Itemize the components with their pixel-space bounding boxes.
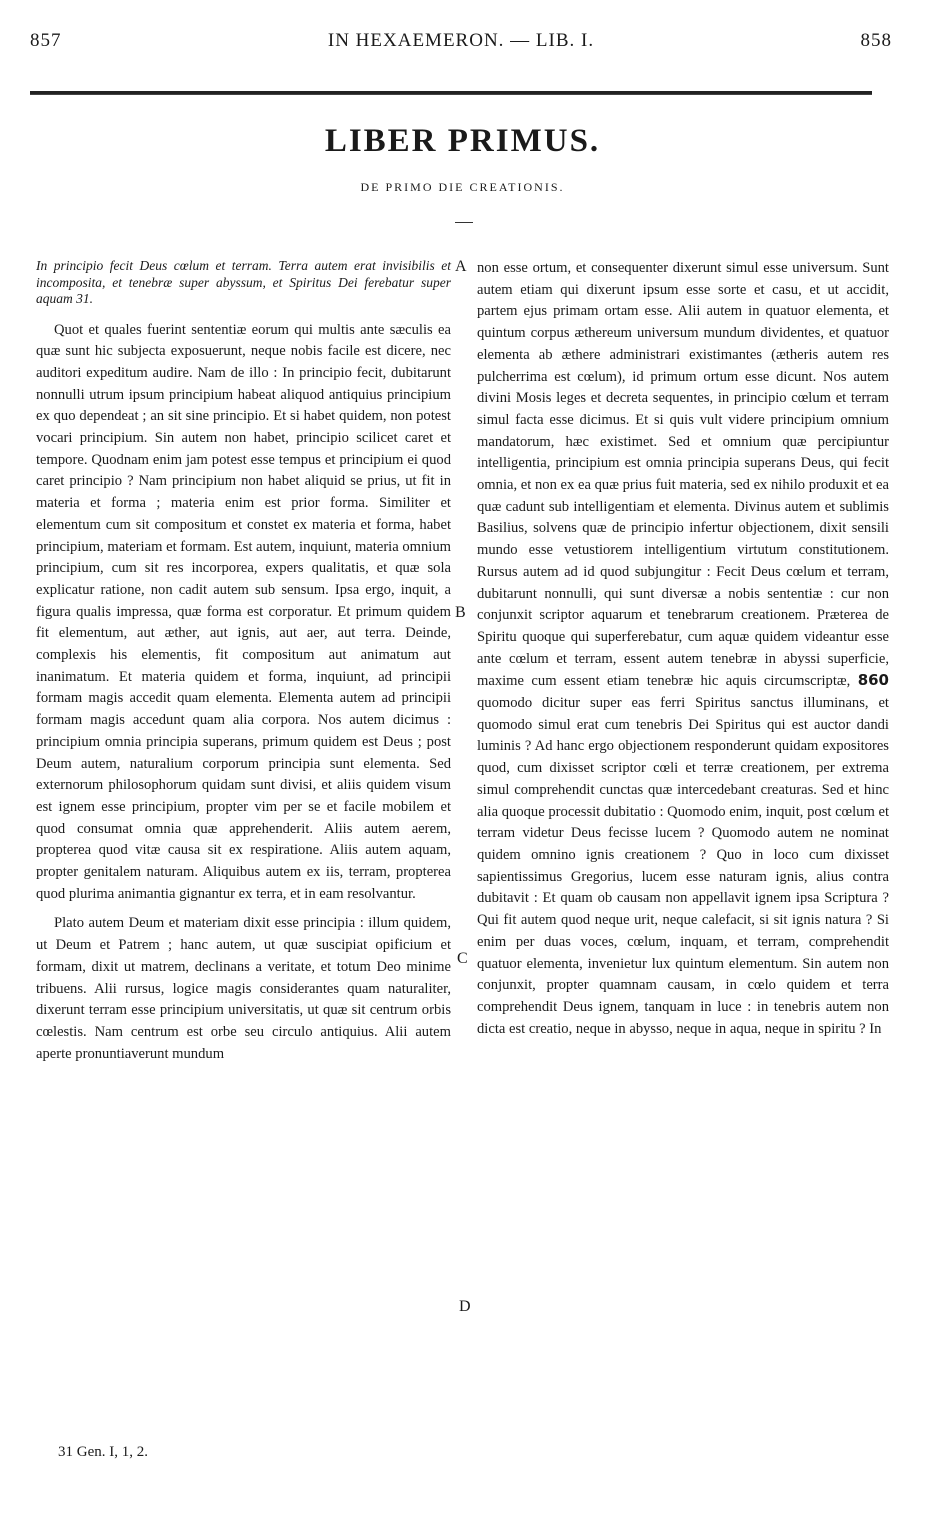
header-rule: [30, 91, 872, 95]
margin-letter-c: C: [457, 950, 468, 967]
running-title: IN HEXAEMERON. — LIB. I.: [327, 30, 595, 51]
footnote: 31 Gen. I, 1, 2.: [58, 1444, 148, 1460]
right-paragraph-1: [477, 258, 889, 1040]
right-page-number: 858: [860, 30, 892, 51]
margin-letter-a: A: [455, 258, 467, 275]
left-paragraph-1: Quot et quales fuerint sententiæ eorum qui multis ante sæculis ea quæ sunt hic subjecta exposuerunt, neque nobis facile est dicere, nec auditori expeditum audire. Nam de illo : In principio fecit, dubitarunt nonnulli utrum ipsum principium habeat aliquod antiquius principium ex quo dependeat ; an sit sine principio. Et si habet quidem, non potest vocari principium. Sin autem non habet, principio scilicet caret et tempore. Quodnam enim jam potest esse tempus et principium ei quod caret principio ? Nam principium non habet aliquid se prius, ut fit in materia et forma ; materia enim est prior forma. Similiter et elementum cum sit compositum et constet ex materia et forma, habet principium, materiam et formam. Est autem, inquiunt, materia omnium principium, cum sit res incorporea, expers qualitatis, et quæ sola explicatur ratione, non cadit autem sub sensum. Ipsa ergo, inquit, a figura qualis impressa, quæ forma est corporatur. Et primum quidem fit elementum, aut æther, aut ignis, aut aer, aut terra. Deinde, complexis his elementis, fit compositum aut animatum aut inanimatum. Et materia quidem et forma, inquiunt, ad principii formam magis accedit quam elementa. Elementa autem ad principii formam magis accedunt quam alia corpora. Nos autem dicimus : principium omnia principia superans, primum quidem est Deus ; post Deum autem, naturalium corporum principia sunt elementa. Sed externorum philosophorum quidam sunt divisi, et aliis quidem visum est ignem esse principium, propter vim per se et facile mobilem et quod consumat omnia quæ apprehenderit. Aliis autem aerem, propterea quod vitæ causa sit ex respiratione. Aliis autem aquam, propter genitalem naturam. Aliquibus autem ex iis, terram, propterea quod plurima animantia gignantur ex terra, et in eam resolvantur.: [36, 321, 452, 902]
left-column: [36, 258, 451, 1065]
book-title: LIBER PRIMUS.: [324, 123, 601, 159]
right-text-part-1: non esse ortum, et consequenter dixerunt simul esse universum. Sunt autem etiam qui dixerunt ipsum esse sorte et casu, et ut accidit, partem ejus primam ortam esse. Alii autem in quatuor elementa, et quintum corpus æthereum universum mundum dividentes, et quatuor elementa ab æthere administrari existimantes (ætheris autem res pulcherrima est cœlum), id primum ortum esse dicunt. Nos autem divini Mosis leges et decreta sequentes, in principio cœlum et terram simul facta esse dicimus. Et si quis vult videre principium omnium mandatorum, hæc existimet. Sed et omnium quæ percipiuntur intelligentia, principium est omnia principia superans Deus, qui fecit omnia, et non ex ea quæ prius fuit materia, sed ex nihilo produxit et ea quæ cadunt sub intelligentiam et elementa. Divinus autem et sublimis Basilius, solvens quæ de principio infertur objectionem, dixit sensili mundo esse vetustiorem intelligentium virtutum constitutionem. Rursus autem ad id quod subjungitur : Fecit Deus cœlum et terram, dubitarunt nonnulli, qui sunt diversæ a nobis sententiæ : cur non conjunxit scriptor aquarum et tenebrarum creationem. Præterea de Spiritu quoque qui superferebatur, cum aquæ quidem videantur esse ante cœlum et terram, essent autem tenebræ in abyssi superficie, maxime cum essent etiam tenebræ hic aquis circumscriptæ,: [477, 260, 889, 690]
margin-letter-d: D: [459, 1298, 471, 1315]
scripture-lemma: In principio fecit Deus cœlum et terram. Terra autem erat invisibilis et incomposita, et tenebræ super abyssum, et Spiritus Dei ferebatur super aquam 31.: [36, 258, 451, 306]
right-column: [477, 258, 889, 1040]
title-dash: [455, 222, 473, 223]
chapter-subtitle: DE PRIMO DIE CREATIONIS.: [360, 180, 565, 194]
margin-letter-b: B: [455, 604, 466, 621]
left-page-number: 857: [30, 30, 62, 51]
column-number-marker: 860: [857, 671, 889, 690]
running-header: [30, 30, 892, 58]
left-paragraph-2: Plato autem Deum et materiam dixit esse principia : illum quidem, ut Deum et Patrem ; hanc autem, ut quæ suscipiat opificium et formam, dixit ut matrem, declinans a veritate, et totum Deo minime tribuens. Alii rursus, logice magis considerantes quam naturaliter, dixerunt terram esse principium universitatis, ut quæ sit centrum orbis cœlestis. Nam centrum est orbe seu circulo antiquius. Alii autem aperte pronuntiaverunt mundum: [36, 915, 451, 1062]
right-text-part-2: quomodo dicitur super eas ferri Spiritus sanctus illuminans, et quomodo simul erat cum tenebris Dei Spiritus qui est auctor dandi luminis ? Ad hanc ergo objectionem responderunt quidam expositores quod, cum dixisset scriptor cœli et terræ creationem, per extrema simul comprehendit cunctas quæ intercedebant creaturas. Sed et hinc alia quoque processit dubitatio : Quomodo enim, inquit, post cœlum et terram videtur Deus fecisse lucem ? Quomodo autem ne nominat quidem omnino ignis creationem ? Quo in loco cum dixisset sapientissimus Gregorius, lucem esse naturam ignis, alius contra dubitavit : Et quam ob causam non appellavit ignem ipsa Scriptura ? Qui fit autem quod neque urit, neque calefacit, si sit ignis natura ? Si enim per duas voces, cœlum, inquam, et terram, comprehendit quatuor elementa, invenietur lux quintum elementum. Sin autem non conjunxit, propter quamnam causam, in cœlo quidem et terra comprehendit Deus ignem, tanquam in luce : in tenebris autem non dicta est creatio, neque in abysso, neque in aqua, neque in spiritu ? In: [477, 695, 889, 1037]
